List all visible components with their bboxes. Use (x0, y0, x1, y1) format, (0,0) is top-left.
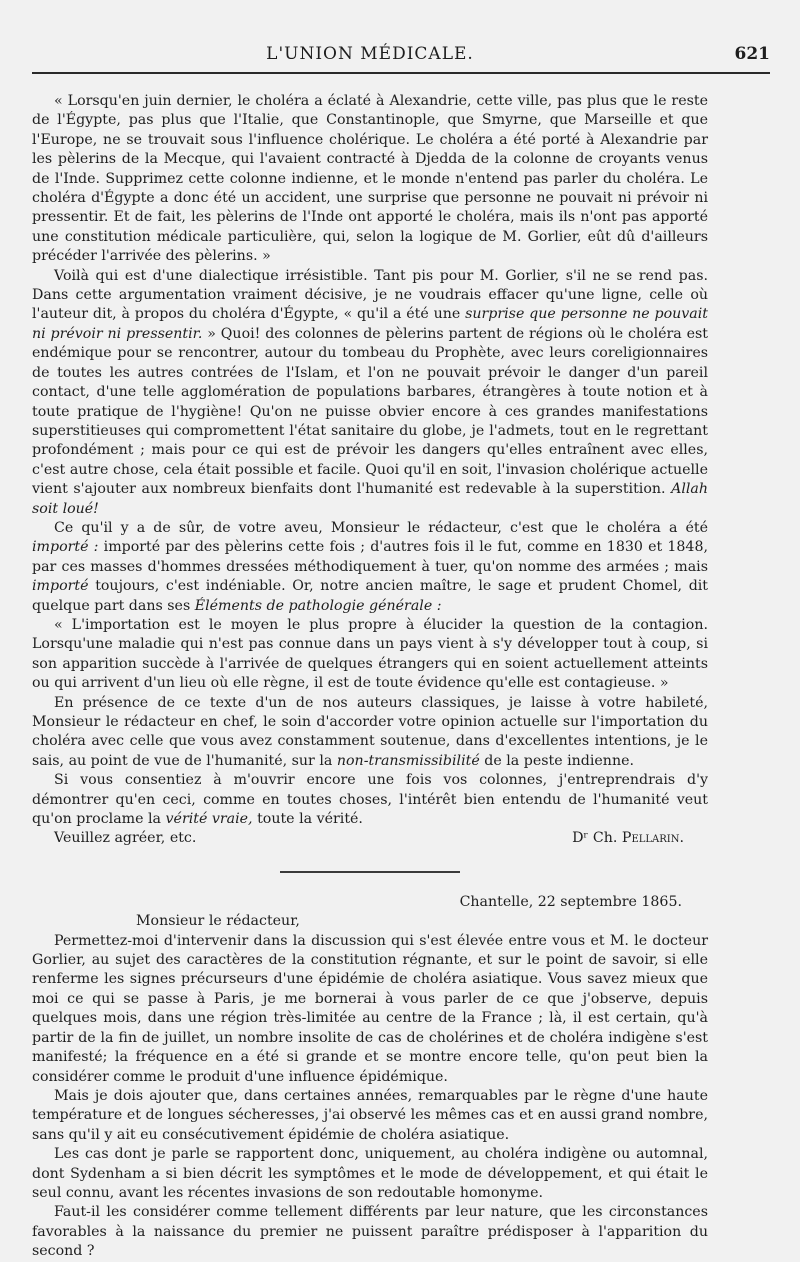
paragraph-3-emphasis-3: Éléments de pathologie générale : (194, 597, 442, 614)
paragraph-8: Mais je dois ajouter que, dans certaines années, remarquables par le règne d'une haute température et de longues sécheresses, j'ai observé les mêmes cas et en aussi grand nombre, sans qu'il y ait eu consécutivement épidémie de choléra asiatique. (32, 1087, 708, 1143)
paragraph-9: Les cas dont je parle se rapportent donc, uniquement, au choléra indigène ou automnal, dont Sydenham a si bien décrit les symptômes et le mode de développement, et qui était le seul connu, avant les récentes invasions de son redoutable homonyme. (32, 1146, 708, 1201)
journal-title: L'UNION MÉDICALE. (266, 44, 474, 64)
page-number: 621 (734, 44, 770, 64)
signature-line (32, 829, 708, 848)
paragraph-5 (32, 694, 708, 772)
paragraph-3-text-b: importé par des pèlerins cette fois ; d'autres fois il le fut, comme en 1830 et 1848, par ces masses d'hommes dressées méthodiquement à tuer, qu'on nomme des armées ; mais (32, 539, 708, 575)
salutation: Monsieur le rédacteur, (136, 913, 300, 930)
signature-name: Pellarin. (621, 830, 684, 847)
dateline: Chantelle, 22 septembre 1865. (459, 893, 682, 910)
paragraph-2-text-a: Voilà qui est d'une dialectique irrésistible. Tant pis pour M. Gorlier, s'il ne se rend pas. Dans cette argumentation vraiment décisive, je ne voudrais effacer qu'une ligne, celle où l'auteur dit, à propos du choléra d'Égypte, « qu'il a été une (32, 267, 708, 323)
closing-formula: Veuillez agréer, etc. (54, 830, 197, 847)
paragraph-5-text-b: de la peste indienne. (484, 752, 634, 769)
paragraph-6-text-a: Si vous consentiez à m'ouvrir encore une fois vos colonnes, j'entreprendrais d'y démontrer qu'en ceci, comme en toutes choses, l'intérêt bien entendu de l'humanité veut qu'on proclame la (32, 772, 708, 828)
paragraph-3-emphasis-2: importé (32, 578, 89, 595)
paragraph-6 (32, 771, 708, 829)
paragraph-10: Faut-il les considérer comme tellement différents par leur nature, que les circonstances favorables à la naissance du premier ne puissent paraître prédisposer à l'apparition du second ? (32, 1204, 708, 1260)
signature (572, 829, 684, 848)
paragraph-3-text-a: Ce qu'il y a de sûr, de votre aveu, Monsieur le rédacteur, c'est que le choléra a été (54, 519, 708, 536)
section-separator (280, 871, 460, 873)
paragraph-5-emphasis: non-transmissibilité (336, 752, 480, 769)
signature-prefix: Dʳ Ch. (572, 830, 618, 847)
quoted-paragraph-chomel: « L'importation est le moyen le plus propre à élucider la question de la contagion. Lorsqu'une maladie qui n'est pas connue dans un pays vient à s'y développer tout à coup, si son apparition succède à l'arrivée de quelques étrangers qui en soient actuellement atteints ou qui arrivent d'un lieu où elle règne, il est de toute évidence qu'elle est contagieuse. » (32, 616, 708, 692)
paragraph-2-text-b: » Quoi! des colonnes de pèlerins partent de régions où le choléra est endémique pour se rencontrer, autour du tombeau du Prophète, avec leurs coreligionnaires de toutes les autres contrées de l'Islam, et l'on ne pouvait prévoir le danger d'un pareil contact, d'une telle agglomération de populations barbares, étrangères à toute notion et à toute pratique de l'hygiène! Qu'on ne puisse obvier encore à ces grandes manifestations superstitieuses qui compromettent l'état sanitaire du globe, je l'admets, tout en le regrettant profondément ; mais pour ce qui est de prévoir les dangers qu'elles entraînent avec elles, c'est autre chose, cela était possible et facile. Quoi qu'il en soit, l'invasion cholérique actuelle vient s'ajouter aux nombreux bienfaits dont l'humanité est redevable à la superstition. (32, 325, 708, 498)
paragraph-3-text-c: toujours, c'est indéniable. Or, notre ancien maître, le sage et prudent Chomel, dit quelque part dans ses (32, 578, 709, 614)
paragraph-7: Permettez-moi d'intervenir dans la discussion qui s'est élevée entre vous et M. le docteur Gorlier, au sujet des caractères de la constitution régnante, et sur le point de savoir, si elle renferme les signes précurseurs d'une épidémie de choléra asiatique. Vous savez mieux que moi ce qui se passe à Paris, je me bornerai à vous parler de ce que j'observe, depuis quelques mois, dans une région très-limitée au centre de la France ; là, il est certain, qu'à partir de la fin de juillet, un nombre insolite de cas de cholérines et de choléra indigène s'est manifesté; la fréquence en a été si grande et se montre encore telle, qu'on peut bien la considérer comme le produit d'une influence épidémique. (32, 932, 708, 1085)
paragraph-3 (32, 519, 708, 616)
running-header (32, 44, 770, 74)
paragraph-3-emphasis-1: importé : (32, 539, 99, 556)
paragraph-6-emphasis: vérité vraie, (165, 811, 253, 828)
quoted-paragraph-1: « Lorsqu'en juin dernier, le choléra a éclaté à Alexandrie, cette ville, pas plus que le reste de l'Égypte, pas plus que l'Italie, que Constantinople, que Smyrne, que Marseille et que l'Europe, ne se trouvait sous l'influence cholérique. Le choléra a été porté à Alexandrie par les pèlerins de la Mecque, qui l'avaient contracté à Djedda de la colonne de croyants venus de l'Inde. Supprimez cette colonne indienne, et le monde n'entend pas parler du choléra. Le choléra d'Égypte a donc été un accident, une surprise que personne ne pouvait ni prévoir ni pressentir. Et de fait, les pèlerins de l'Inde ont apporté le choléra, mais ils n'ont pas apporté une constitution médicale particulière, qui, selon la logique de M. Gorlier, eût dû d'ailleurs précéder l'arrivée des pèlerins. » (32, 93, 708, 265)
paragraph-5-text-a: En présence de ce texte d'un de nos auteurs classiques, je laisse à votre habileté, Monsieur le rédacteur en chef, le soin d'accorder votre opinion actuelle sur l'importation du choléra avec celle que vous avez constamment soutenue, dans d'excellentes intentions, je le sais, au point de vue de l'humanité, sur la (32, 694, 708, 769)
paragraph-6-text-b: toute la vérité. (257, 811, 363, 828)
header-rule (32, 72, 770, 74)
paragraph-2 (32, 267, 708, 519)
article-body (32, 92, 708, 1262)
paragraph-2-emphasis-2: Allah soit loué! (32, 481, 708, 517)
paragraph-2-emphasis-1: surprise que personne ne pouvait ni prévoir ni pressentir. (32, 306, 708, 342)
